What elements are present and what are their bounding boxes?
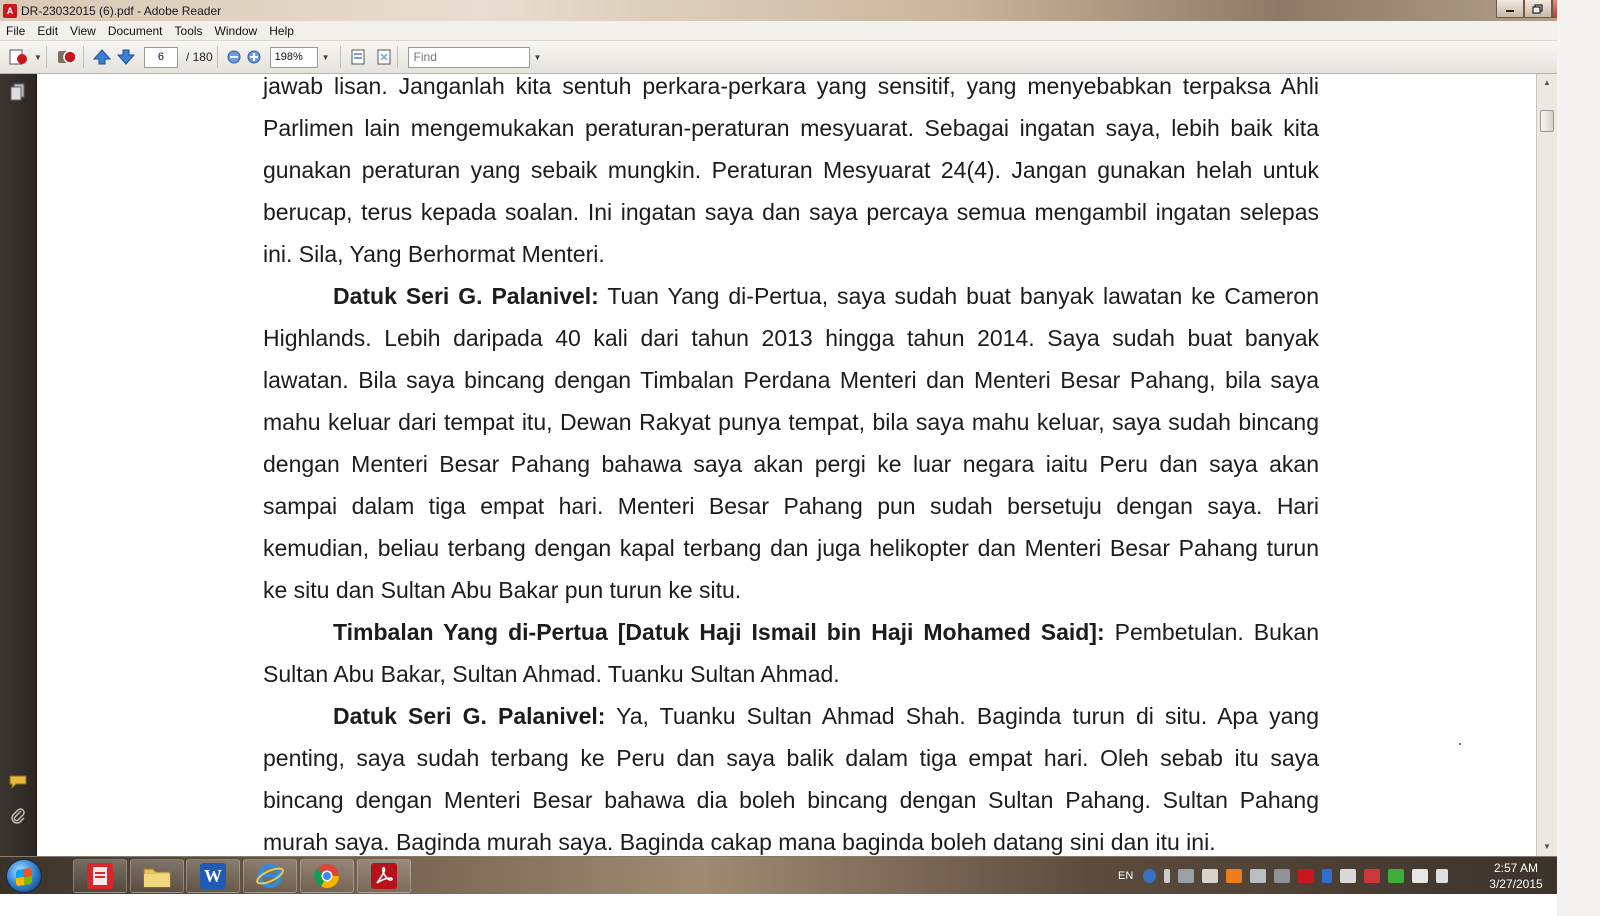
taskbar bbox=[0, 856, 1557, 894]
scrollbar-thumb[interactable] bbox=[1540, 110, 1554, 132]
minimize-icon bbox=[1505, 5, 1515, 13]
toolbar-separator bbox=[46, 46, 47, 68]
system-clock[interactable] bbox=[1480, 860, 1552, 892]
zoom-out-icon bbox=[226, 49, 242, 65]
create-pdf-icon bbox=[8, 48, 32, 66]
zoom-out-button[interactable] bbox=[226, 46, 242, 68]
action-center-icon[interactable] bbox=[1364, 869, 1380, 883]
toolbar-separator bbox=[397, 46, 398, 68]
paragraph bbox=[263, 695, 1319, 856]
fit-page-button[interactable] bbox=[349, 46, 367, 68]
dropdown-caret-icon: ▼ bbox=[34, 52, 42, 62]
adobe-reader-icon: A bbox=[3, 4, 17, 18]
signal-strength-icon[interactable] bbox=[1436, 869, 1448, 883]
pages-panel-button[interactable] bbox=[8, 82, 28, 102]
word-icon: W bbox=[200, 863, 226, 889]
maximize-button[interactable] bbox=[1524, 0, 1552, 18]
paperclip-icon bbox=[10, 807, 26, 825]
total-pages-label: / 180 bbox=[185, 50, 213, 64]
toolbar bbox=[0, 41, 1600, 74]
full-screen-button[interactable] bbox=[375, 46, 393, 68]
menu-bar bbox=[0, 21, 1600, 41]
arrow-down-icon bbox=[116, 48, 136, 66]
battery-meter-icon[interactable] bbox=[1202, 869, 1218, 883]
sync-icon[interactable] bbox=[1388, 869, 1404, 883]
arrow-up-icon bbox=[92, 48, 112, 66]
paragraph-text: Ya, Tuanku Sultan Ahmad Shah. Baginda turun di situ. Apa yang penting, saya sudah terbang ke Peru dan saya balik dalam tiga empat hari. Oleh sebab itu saya bincang dengan Menteri Besar bahawa dia boleh bincang dengan Sultan Pahang. Sultan Pahang murah saya. Baginda murah saya. Baginda cakap mana baginda boleh datang sini dan itu ini. bbox=[263, 703, 1319, 855]
menu-view[interactable]: View bbox=[70, 23, 96, 38]
zoom-in-icon bbox=[246, 49, 262, 65]
fit-page-icon bbox=[349, 48, 367, 66]
notification-icon[interactable] bbox=[1164, 869, 1170, 883]
adobe-reader-icon bbox=[371, 863, 397, 889]
create-pdf-button[interactable] bbox=[8, 46, 42, 68]
find-dropdown-icon[interactable]: ▼ bbox=[533, 52, 542, 62]
document-page bbox=[263, 74, 1319, 856]
bluetooth-icon[interactable] bbox=[1322, 869, 1332, 883]
display-icon[interactable] bbox=[1250, 869, 1266, 883]
toolbar-separator bbox=[217, 46, 218, 68]
help-icon[interactable] bbox=[1143, 869, 1156, 883]
paragraph bbox=[263, 275, 1319, 611]
previous-page-button[interactable] bbox=[92, 46, 112, 68]
zoom-in-button[interactable] bbox=[246, 46, 262, 68]
power-icon[interactable] bbox=[1412, 869, 1428, 883]
pdf-viewer-icon bbox=[87, 863, 113, 889]
full-screen-icon bbox=[375, 48, 393, 66]
security-alert-icon[interactable] bbox=[1298, 869, 1314, 883]
speaker-name: Datuk Seri G. Palanivel: bbox=[333, 703, 606, 729]
paragraph-text: Pembetulan. Bukan Sultan Abu Bakar, Sultan Ahmad. Tuanku Sultan Ahmad. bbox=[263, 619, 1319, 687]
paragraph bbox=[263, 611, 1319, 695]
taskbar-app-internet-explorer[interactable] bbox=[243, 859, 297, 893]
network-tool-icon[interactable] bbox=[1178, 869, 1194, 883]
screen-bottom-edge bbox=[0, 894, 1557, 916]
find-input[interactable] bbox=[408, 47, 530, 68]
arrow-up-icon: ▲ bbox=[1543, 77, 1551, 87]
window-title: DR-23032015 (6).pdf - Adobe Reader bbox=[21, 3, 222, 18]
comments-panel-button[interactable] bbox=[8, 772, 28, 792]
paragraph bbox=[263, 74, 1319, 275]
system-tray bbox=[1118, 857, 1452, 895]
scroll-down-button[interactable] bbox=[1537, 838, 1557, 854]
chrome-icon bbox=[313, 862, 341, 890]
clock-time: 2:57 AM bbox=[1493, 861, 1539, 875]
comment-icon bbox=[9, 774, 27, 790]
vertical-scrollbar[interactable] bbox=[1536, 74, 1557, 856]
scroll-up-button[interactable] bbox=[1537, 74, 1557, 90]
menu-file[interactable]: File bbox=[6, 23, 26, 38]
minimize-button[interactable] bbox=[1496, 0, 1524, 18]
internet-explorer-icon bbox=[256, 862, 284, 890]
menu-help[interactable]: Help bbox=[269, 23, 294, 38]
page-number-input[interactable] bbox=[144, 47, 178, 68]
taskbar-app-pdf-viewer[interactable] bbox=[73, 859, 127, 893]
speaker-name: Datuk Seri G. Palanivel: bbox=[333, 283, 599, 309]
title-bar bbox=[0, 0, 1600, 21]
pages-icon bbox=[10, 83, 26, 101]
zoom-level-input[interactable] bbox=[270, 47, 318, 68]
toolbar-separator bbox=[340, 46, 341, 68]
taskbar-app-word[interactable] bbox=[186, 859, 240, 893]
printer-icon[interactable] bbox=[1274, 869, 1290, 883]
menu-tools[interactable]: Tools bbox=[174, 23, 203, 38]
desktop-edge bbox=[1557, 0, 1600, 916]
update-icon[interactable] bbox=[1226, 869, 1242, 883]
taskbar-app-file-explorer[interactable] bbox=[130, 859, 184, 893]
paragraph-text: Tuan Yang di-Pertua, saya sudah buat banyak lawatan ke Cameron Highlands. Lebih daripada 40 kali dari tahun 2013 hingga tahun 2014. Saya sudah buat banyak lawatan. Bila saya bincang dengan Timbalan Perdana Menteri dan Menteri Besar Pahang, bila saya mahu keluar dari tempat itu, Dewan Rakyat punya tempat, bila saya mahu keluar, saya sudah bincang dengan Menteri Besar Pahang bahawa saya akan pergi ke luar negara iaitu Peru dan saya akan sampai dalam tiga empat hari. Menteri Besar Pahang pun sudah bersetuju dengan saya. Hari kemudian, beliau terbang dengan kapal terbang dan juga helikopter dan Menteri Besar Pahang turun ke situ dan Sultan Abu Bakar pun turun ke situ. bbox=[263, 283, 1319, 603]
clock-date: 3/27/2015 bbox=[1489, 877, 1543, 891]
next-page-button[interactable] bbox=[116, 46, 136, 68]
menu-edit[interactable]: Edit bbox=[37, 23, 59, 38]
menu-document[interactable]: Document bbox=[107, 23, 163, 38]
page-speck bbox=[1459, 743, 1461, 745]
attachments-panel-button[interactable] bbox=[8, 806, 28, 826]
share-button[interactable] bbox=[55, 46, 79, 68]
start-button[interactable] bbox=[6, 859, 42, 893]
arrow-down-icon: ▼ bbox=[1543, 841, 1551, 851]
zoom-dropdown-icon[interactable]: ▼ bbox=[321, 52, 330, 62]
taskbar-app-adobe-reader[interactable] bbox=[357, 859, 411, 893]
paragraph-text: jawab lisan. Janganlah kita sentuh perkara-perkara yang sensitif, yang menyebabkan terpaksa Ahli Parlimen lain mengemukakan peraturan-peraturan mesyuarat. Sebagai ingatan saya, lebih baik kita gunakan peraturan yang sebaik mungkin. Peraturan Mesyuarat 24(4). Jangan gunakan helah untuk berucap, terus kepada soalan. Ini ingatan saya dan saya percaya semua mengambil ingatan selepas ini. Sila, Yang Berhormat Menteri. bbox=[263, 74, 1319, 267]
folder-icon bbox=[142, 863, 172, 889]
menu-window[interactable]: Window bbox=[214, 23, 258, 38]
language-indicator[interactable]: EN bbox=[1118, 870, 1134, 882]
share-icon bbox=[55, 47, 79, 67]
document-view[interactable] bbox=[37, 74, 1536, 856]
volume-icon[interactable] bbox=[1340, 869, 1356, 883]
taskbar-app-chrome[interactable] bbox=[300, 859, 354, 893]
speaker-name: Timbalan Yang di-Pertua [Datuk Haji Ismail bin Haji Mohamed Said]: bbox=[333, 619, 1105, 645]
windows-logo-icon bbox=[16, 868, 32, 886]
navigation-panel bbox=[0, 74, 37, 856]
toolbar-separator bbox=[83, 46, 84, 68]
restore-icon bbox=[1532, 4, 1544, 14]
